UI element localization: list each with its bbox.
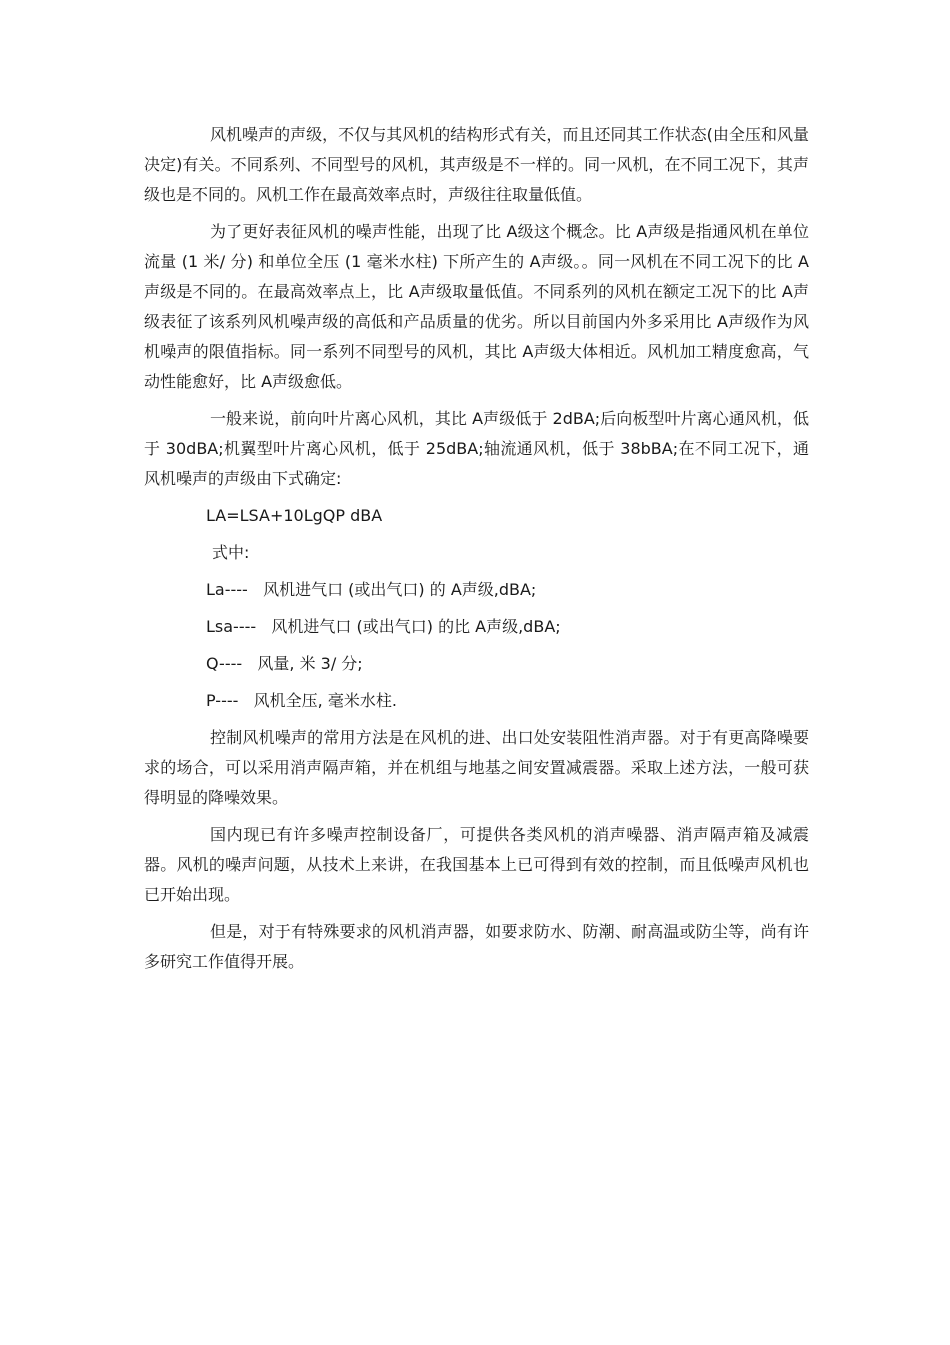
formula-definition-la: La---- 风机进气口 (或出气口) 的 A声级,dBA; (206, 580, 537, 599)
formula-definition-p: P---- 风机全压, 毫米水柱. (206, 691, 397, 710)
paragraph-specific-a-level: 为了更好表征风机的噪声性能，出现了比 A级这个概念。比 A声级是指通风机在单位流量 (1 米/ 分) 和单位全压 (1 毫米水柱) 下所产生的 A声级。。同一风机在不同工况下的比 A声级是不同的。在最高效率点上，比 A声级取量低值。不同系列的风机在额定工况下的比 A声级表征了该系列风机噪声级的高低和产品质量的优劣。所以目前国内外多采用比 A声级作为风机噪声的限值指标。同一系列不同型号的风机，其比 A声级大体相近。风机加工精度愈高，气动性能愈好，比 A声级愈低。 (144, 222, 809, 391)
paragraph-further-research: 但是，对于有特殊要求的风机消声器，如要求防水、防潮、耐高温或防尘等，尚有许多研究工作值得开展。 (144, 922, 809, 971)
formula-definition-lsa: Lsa---- 风机进气口 (或出气口) 的比 A声级,dBA; (206, 617, 561, 636)
formula-block (206, 501, 809, 716)
formula-where-label: 式中: (212, 543, 250, 562)
paragraph-noise-level-intro: 风机噪声的声级，不仅与其风机的结构形式有关，而且还同其工作状态(由全压和风量决定)有关。不同系列、不同型号的风机，其声级是不一样的。同一风机，在不同工况下，其声级也是不同的。风机工作在最高效率点时，声级往往取量低值。 (144, 125, 809, 204)
formula-equation: LA=LSA+10LgQP dBA (206, 506, 383, 525)
document-body (144, 120, 809, 984)
paragraph-noise-control-methods: 控制风机噪声的常用方法是在风机的进、出口处安装阻性消声器。对于有更高降噪要求的场合，可以采用消声隔声箱，并在机组与地基之间安置减震器。采取上述方法，一般可获得明显的降噪效果。 (144, 728, 809, 807)
paragraph-fan-types: 一般来说，前向叶片离心风机，其比 A声级低于 2dBA;后向板型叶片离心通风机，低于 30dBA;机翼型叶片离心风机，低于 25dBA;轴流通风机，低于 38bBA;在不同工况下，通风机噪声的声级由下式确定: (144, 409, 809, 488)
formula-definition-q: Q---- 风量, 米 3/ 分; (206, 654, 363, 673)
paragraph-domestic-manufacturers: 国内现已有许多噪声控制设备厂，可提供各类风机的消声噪器、消声隔声箱及减震器。风机的噪声问题，从技术上来讲，在我国基本上已可得到有效的控制，而且低噪声风机也已开始出现。 (144, 825, 809, 904)
